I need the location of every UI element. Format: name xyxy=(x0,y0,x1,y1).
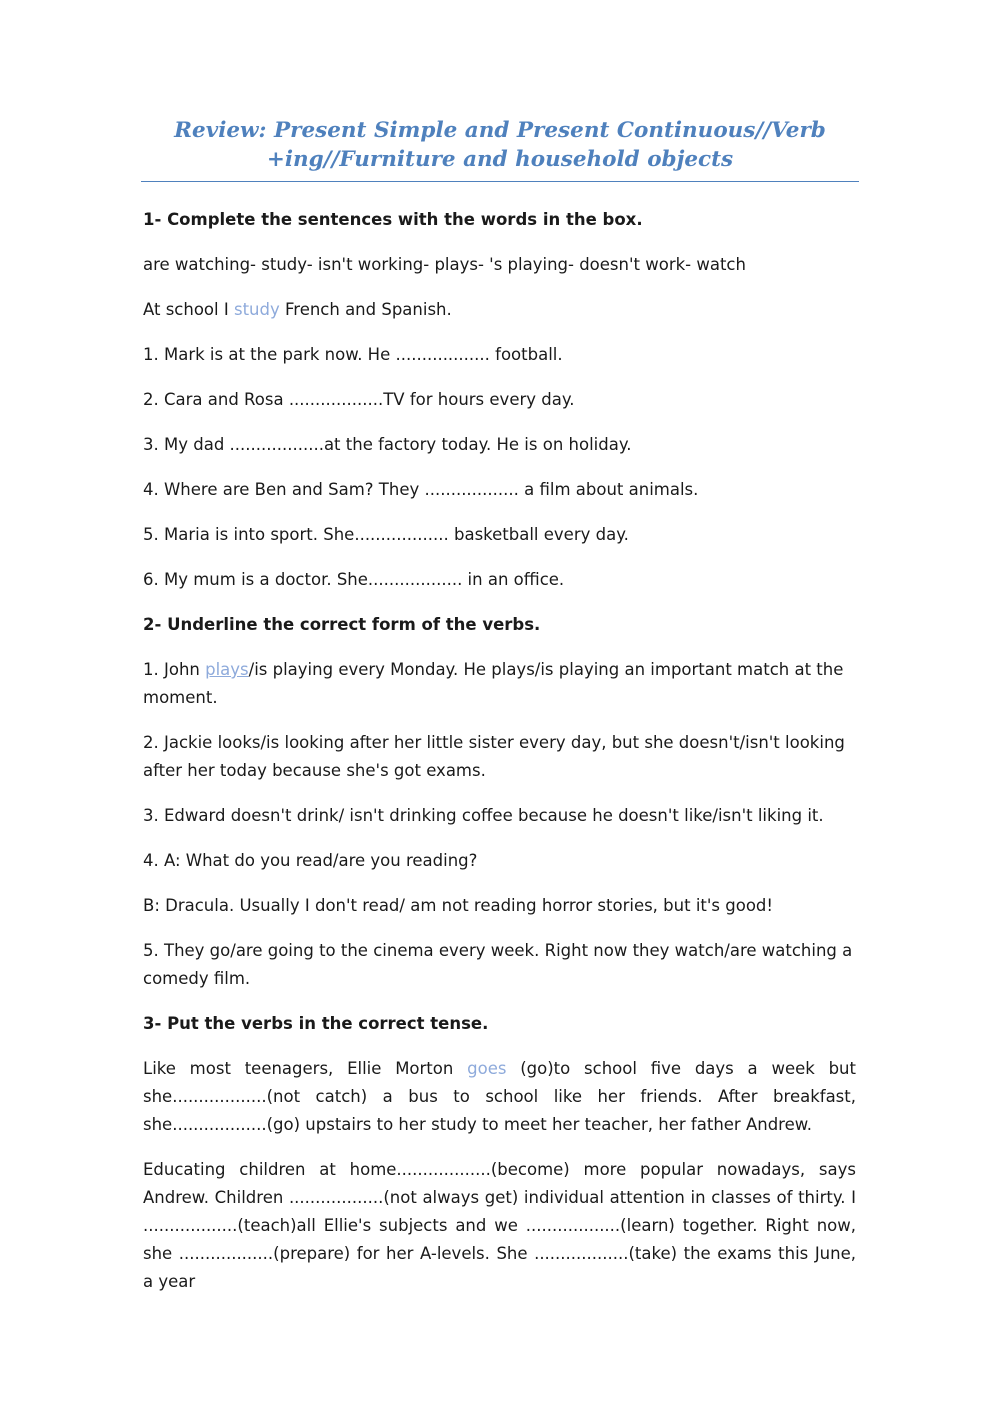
paragraph-1-before: Like most teenagers, Ellie Morton xyxy=(143,1059,468,1078)
exercise-3-paragraph-2: Educating children at home..................(become) more popular nowadays, says Andrew. Children ..................(not always get) individual attention in classes of thirty. I ..................(teach)all Ellie's subjects and we ..................(learn) together. Right now, she ..................(prepare) for her A-levels. She ..................(take) the exams this June, a year xyxy=(143,1160,856,1291)
exercise-3-example-answer: goes xyxy=(467,1059,507,1078)
exercise-2-item-1-after: /is playing every Monday. He plays/is playing an important match at the moment. xyxy=(143,660,844,707)
example-answer: study xyxy=(233,300,280,319)
exercise-1-item-4: 4. Where are Ben and Sam? They .................. a film about animals. xyxy=(143,480,699,499)
exercise-3-paragraph-1 xyxy=(143,1055,856,1139)
exercise-2-item-3: 3. Edward doesn't drink/ isn't drinking coffee because he doesn't like/isn't liking it. xyxy=(143,806,824,825)
exercise-2-item-4b: B: Dracula. Usually I don't read/ am not reading horror stories, but it's good! xyxy=(143,896,774,915)
paragraph-1-after: (go)to school five days a week but she..................(not catch) a bus to school like her friends. After breakfast, she..................(go) upstairs to her study to meet her teacher, her father Andrew. xyxy=(143,1059,856,1134)
example-text-after: French and Spanish. xyxy=(279,300,452,319)
exercise-2-item-1 xyxy=(143,656,856,712)
exercise-2-item-1-before: 1. John xyxy=(143,660,206,679)
section-3-heading: 3- Put the verbs in the correct tense. xyxy=(143,1014,489,1033)
exercise-2-item-2: 2. Jackie looks/is looking after her little sister every day, but she doesn't/isn't looking after her today because she's got exams. xyxy=(143,733,845,780)
title-line-2: +ing//Furniture and household objects xyxy=(266,147,734,172)
worksheet-content xyxy=(143,206,856,1313)
exercise-1-item-6: 6. My mum is a doctor. She.................. in an office. xyxy=(143,570,565,589)
example-text-before: At school I xyxy=(143,300,234,319)
exercise-1-item-2: 2. Cara and Rosa ..................TV for hours every day. xyxy=(143,390,575,409)
title-divider xyxy=(141,181,859,182)
example-sentence xyxy=(143,296,856,324)
word-box: are watching- study- isn't working- plays- 's playing- doesn't work- watch xyxy=(143,255,746,274)
section-2-heading: 2- Underline the correct form of the verbs. xyxy=(143,615,541,634)
section-1-heading: 1- Complete the sentences with the words in the box. xyxy=(143,210,643,229)
exercise-2-example-answer: plays xyxy=(205,660,249,679)
exercise-1-item-1: 1. Mark is at the park now. He .................. football. xyxy=(143,345,563,364)
page-title xyxy=(140,116,860,174)
exercise-1-item-3: 3. My dad ..................at the factory today. He is on holiday. xyxy=(143,435,632,454)
exercise-2-item-5: 5. They go/are going to the cinema every week. Right now they watch/are watching a comedy film. xyxy=(143,941,853,988)
exercise-2-item-4a: 4. A: What do you read/are you reading? xyxy=(143,851,478,870)
exercise-1-item-5: 5. Maria is into sport. She.................. basketball every day. xyxy=(143,525,629,544)
title-line-1: Review: Present Simple and Present Continuous//Verb xyxy=(174,118,826,143)
